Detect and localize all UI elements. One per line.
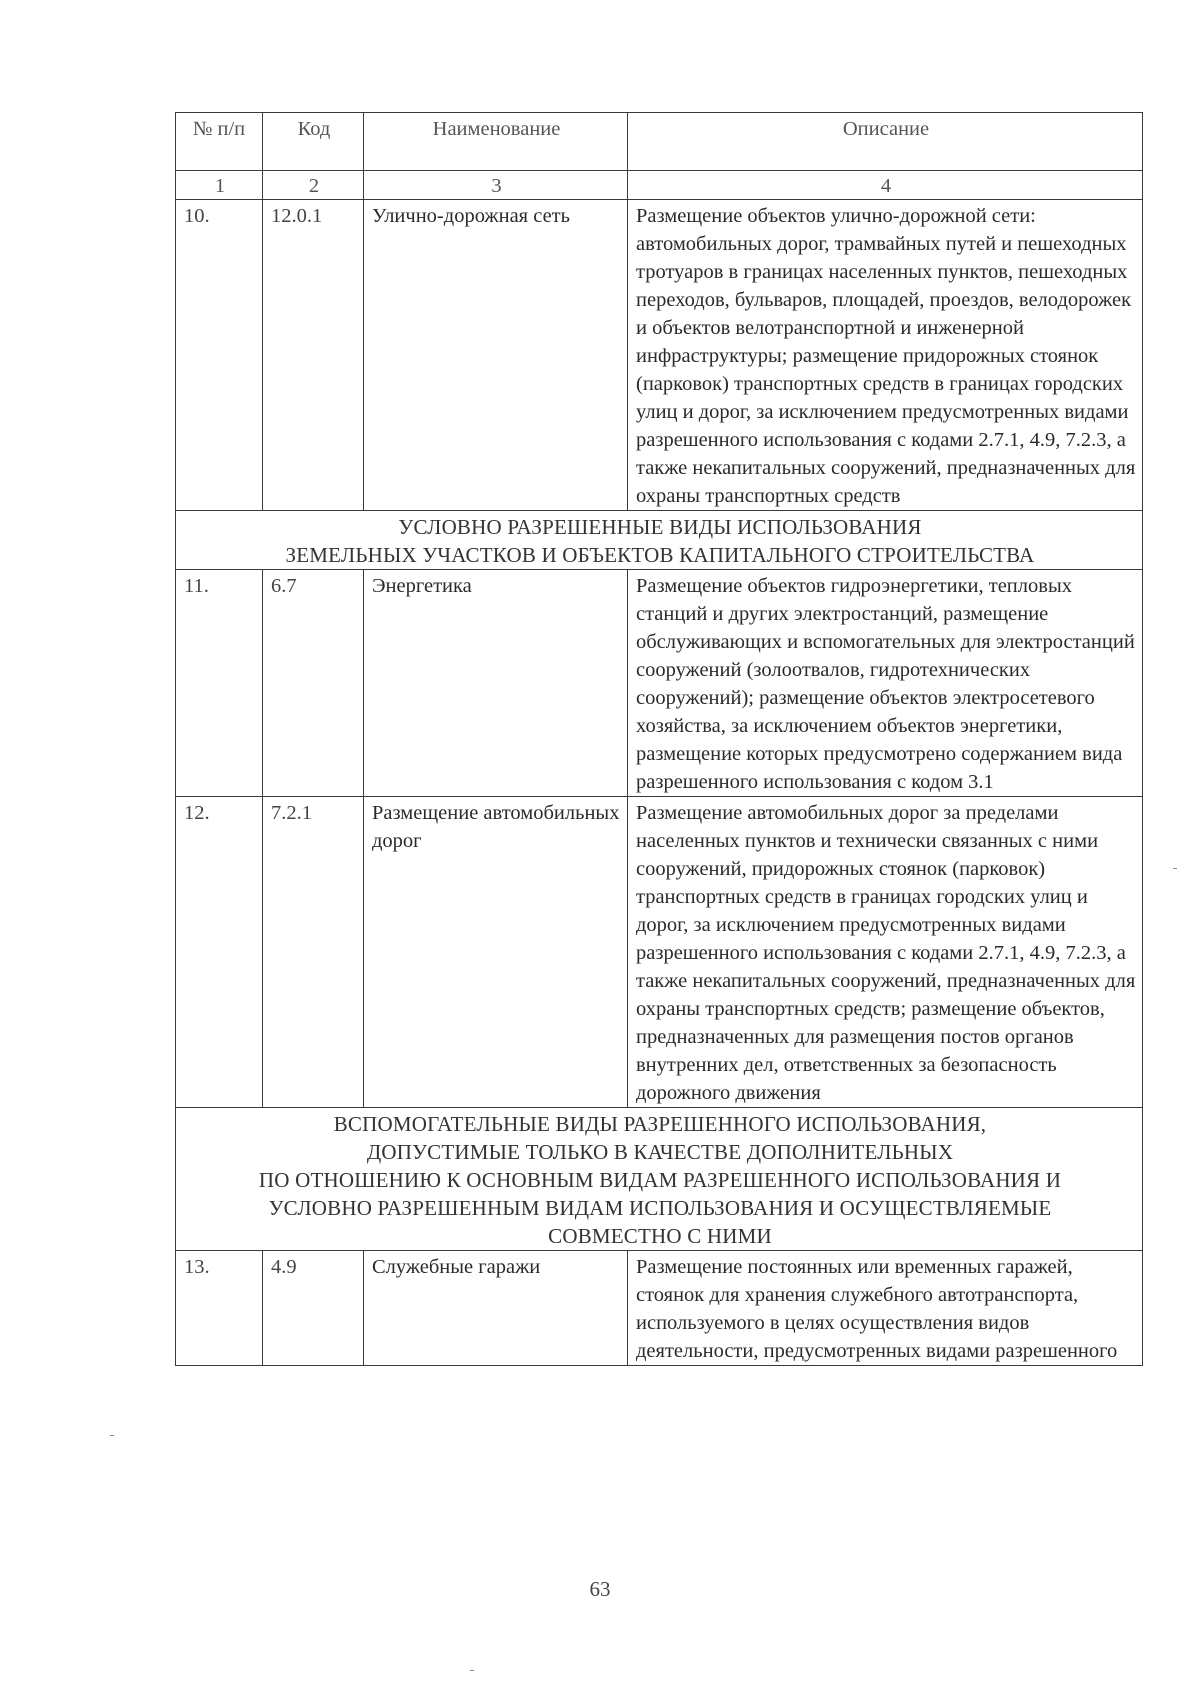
row-number: 13.	[176, 1251, 263, 1366]
section-heading-conditional	[176, 511, 1143, 570]
row-description: Размещение постоянных или временных гаражей, стоянок для хранения служебного автотранспорта, используемого в целях осуществления видов деятельности, предусмотренных видами разрешенного	[628, 1251, 1143, 1366]
section-heading-line: СОВМЕСТНО С НИМИ	[548, 1224, 772, 1248]
scan-speck	[110, 1435, 114, 1436]
column-number-row	[176, 171, 1143, 200]
header-description: Описание	[628, 113, 1143, 171]
section-heading-line: ДОПУСТИМЫЕ ТОЛЬКО В КАЧЕСТВЕ ДОПОЛНИТЕЛЬНЫХ	[366, 1140, 954, 1164]
table-row	[176, 570, 1143, 797]
section-heading-auxiliary	[176, 1108, 1143, 1251]
section-heading-line: ВСПОМОГАТЕЛЬНЫЕ ВИДЫ РАЗРЕШЕННОГО ИСПОЛЬЗОВАНИЯ,	[333, 1112, 987, 1136]
header-number: № п/п	[176, 113, 263, 171]
row-description: Размещение объектов улично-дорожной сети: автомобильных дорог, трамвайных путей и пешеходных тротуаров в границах населенных пунктов, пешеходных переходов, бульваров, площадей, проездов, велодорожек и объектов велотранспортной и инженерной инфраструктуры; размещение придорожных стоянок (парковок) транспортных средств в границах городских улиц и дорог, за исключением предусмотренных видами разрешенного использования с кодами 2.7.1, 4.9, 7.2.3, а также некапитальных сооружений, предназначенных для охраны транспортных средств	[628, 200, 1143, 511]
column-number: 2	[263, 171, 364, 200]
section-heading-row	[176, 1108, 1143, 1251]
row-code: 6.7	[263, 570, 364, 797]
row-number: 11.	[176, 570, 263, 797]
column-number: 1	[176, 171, 263, 200]
section-heading-line: ПО ОТНОШЕНИЮ К ОСНОВНЫМ ВИДАМ РАЗРЕШЕННОГО ИСПОЛЬЗОВАНИЯ И	[258, 1168, 1062, 1192]
column-number: 4	[628, 171, 1143, 200]
row-number: 12.	[176, 797, 263, 1108]
table-row	[176, 797, 1143, 1108]
row-description: Размещение автомобильных дорог за пределами населенных пунктов и технически связанных с ними сооружений, придорожных стоянок (парковок) транспортных средств в границах городских улиц и дорог, за исключением предусмотренных видами разрешенного использования с кодами 2.7.1, 4.9, 7.2.3, а также некапитальных сооружений, предназначенных для охраны транспортных средств; размещение объектов, предназначенных для размещения постов органов внутренних дел, ответственных за безопасность дорожного движения	[628, 797, 1143, 1108]
row-number: 10.	[176, 200, 263, 511]
section-heading-line: ЗЕМЕЛЬНЫХ УЧАСТКОВ И ОБЪЕКТОВ КАПИТАЛЬНОГО СТРОИТЕЛЬСТВА	[285, 543, 1035, 567]
scan-speck	[1173, 868, 1177, 869]
table-header-row	[176, 113, 1143, 171]
header-code: Код	[263, 113, 364, 171]
row-name: Улично-дорожная сеть	[364, 200, 628, 511]
section-heading-line: УСЛОВНО РАЗРЕШЕННЫЕ ВИДЫ ИСПОЛЬЗОВАНИЯ	[398, 515, 922, 539]
row-description: Размещение объектов гидроэнергетики, тепловых станций и других электростанций, размещение обслуживающих и вспомогательных для электростанций сооружений (золоотвалов, гидротехнических сооружений); размещение объектов электросетевого хозяйства, за исключением объектов энергетики, размещение которых предусмотрено содержанием вида разрешенного использования с кодом 3.1	[628, 570, 1143, 797]
land-use-table	[175, 112, 1143, 1366]
header-name: Наименование	[364, 113, 628, 171]
row-name: Энергетика	[364, 570, 628, 797]
row-name: Служебные гаражи	[364, 1251, 628, 1366]
page-number: 63	[589, 1577, 611, 1601]
row-code: 12.0.1	[263, 200, 364, 511]
row-code: 4.9	[263, 1251, 364, 1366]
section-heading-line: УСЛОВНО РАЗРЕШЕННЫМ ВИДАМ ИСПОЛЬЗОВАНИЯ И ОСУЩЕСТВЛЯЕМЫЕ	[268, 1196, 1052, 1220]
row-code: 7.2.1	[263, 797, 364, 1108]
table-row	[176, 200, 1143, 511]
row-name: Размещение автомобильных дорог	[364, 797, 628, 1108]
section-heading-row	[176, 511, 1143, 570]
table-row	[176, 1251, 1143, 1366]
column-number: 3	[364, 171, 628, 200]
scan-speck	[470, 1670, 474, 1671]
